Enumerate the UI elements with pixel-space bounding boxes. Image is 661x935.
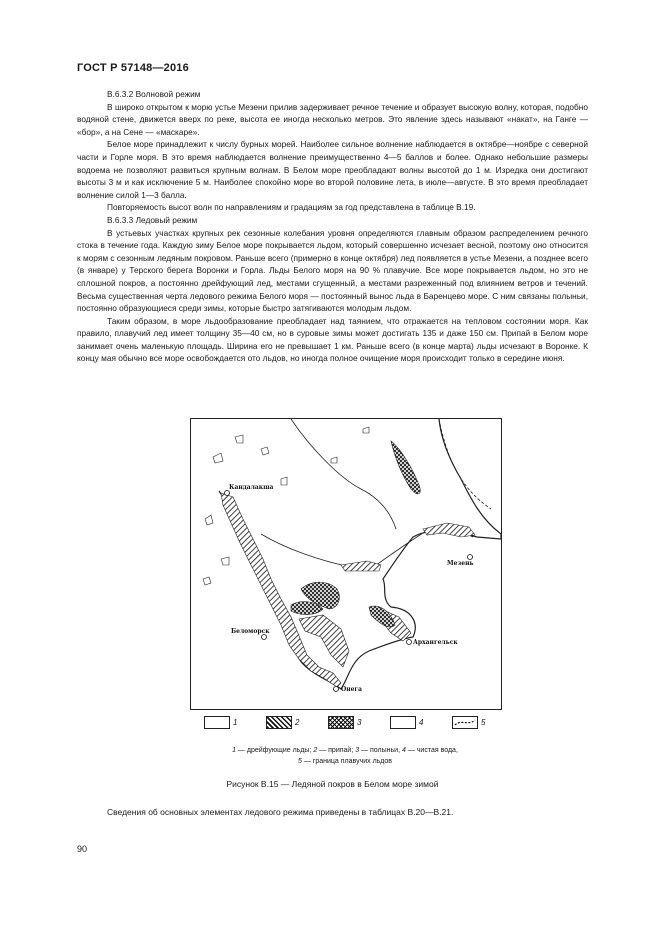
legend-text-number: 4	[401, 747, 406, 754]
legend-number: 2	[295, 718, 300, 728]
label-arkhangelsk: Архангельск	[413, 639, 458, 646]
legend-text-item: — дрейфующие льды;	[235, 747, 314, 754]
legend-explanation	[180, 745, 510, 767]
gorlo-coast	[291, 419, 396, 529]
map-drawing	[191, 419, 501, 709]
fast-ice-terek	[341, 561, 381, 571]
legend-text-number: 2	[313, 747, 318, 754]
drift-ice-boundary	[439, 419, 491, 509]
legend-text-item: — полыньи,	[359, 747, 402, 754]
legend-number: 5	[481, 718, 486, 728]
label-mezen: Мезень	[447, 560, 474, 567]
paragraph-ice-thickness: Таким образом, в море льдообразование преобладает над таянием, что отражается на тепловом состоянии моря. Как правило, плавучий лед имеет толщину 35—40 см, но в суровые зимы может достигать 135 и даже 150 см. Припай в Белом море занимает очень маленькую площадь. Ширина его не превышает 1 км. Раньше всего (в конце марта) льды исчезают в Воронке. К концу мая обычно все море освобождается ото льдов, но иногда полное очищение моря происходит только в середине июня.	[77, 315, 588, 364]
page-number: 90	[77, 844, 88, 854]
legend-swatch-polynya	[328, 716, 354, 729]
summary-paragraph: Сведения об основных элементах ледового режима приведены в таблицах В.20—В.21.	[107, 807, 454, 817]
map-legend	[204, 714, 504, 732]
legend-number: 4	[419, 718, 424, 728]
legend-boundary-line	[453, 717, 477, 728]
legend-number: 1	[233, 718, 238, 728]
legend-text-item: — чистая вода,	[405, 747, 458, 754]
legend-number: 3	[357, 718, 362, 728]
legend-drifting-ice	[204, 714, 237, 732]
legend-polynya	[328, 714, 361, 732]
legend-text-number: 1	[232, 747, 236, 754]
legend-drift-boundary	[452, 714, 485, 732]
label-belomorsk: Беломорск	[231, 628, 270, 635]
legend-swatch-drift-boundary	[452, 716, 478, 729]
onega-marker	[334, 687, 339, 692]
legend-fast-ice	[266, 714, 299, 732]
paragraph-ice-regime: В устьевых участках крупных рек сезонные колебания уровня определяются главным образом распределением речного стока в течение года. Каждую зиму Белое море покрывается льдом, который совершенно исчезает весной, поэтому оно относится к морям с сезонным ледяным покровом. Раньше всего (примерно в конце октября) лед появляется в устье Мезени, а позднее всего (в январе) у Терского берега Воронки и Горла. Льды Белого моря на 90 % плавучие. Все море покрывается льдом, но это не сплошной покров, а постоянно дрейфующий лед, местами сгущенный, а местами разреженный под влиянием ветров и течений. Весьма существенная черта ледового режима Белого моря — постоянный вынос льда в Баренцево море. С ним связаны полыньи, постоянно образующиеся среди зимы, которые быстро затягиваются молодым льдом.	[77, 227, 588, 314]
belomorsk-marker	[262, 635, 267, 640]
label-kandalaksha: Кандалакша	[229, 484, 274, 491]
legend-swatch-drifting-ice	[204, 716, 230, 729]
section-heading-ice: В.6.3.3 Ледовый режим	[107, 214, 198, 225]
figure-caption: Рисунок В.15 — Ледяной покров в Белом море зимой	[226, 779, 439, 789]
paragraph-table-ref: Повторяемость высот волн по направлениям и градациям за год представлена в таблице В.19.	[107, 202, 476, 213]
section-wave-block	[77, 88, 588, 365]
label-onega: Онега	[341, 686, 362, 693]
coastline	[219, 419, 501, 689]
kandalaksha-marker	[225, 491, 230, 496]
arkhangelsk-marker	[407, 640, 412, 645]
legend-clear-water	[390, 714, 423, 732]
polynya-north	[391, 441, 420, 494]
legend-text-number: 3	[355, 747, 360, 754]
legend-swatch-clear-water	[390, 716, 416, 729]
document-header: ГОСТ Р 57148—2016	[77, 62, 189, 74]
polynya-dvina	[369, 606, 395, 627]
section-heading-wave: В.6.3.2 Волновой режим	[107, 89, 201, 99]
fast-ice-mezen	[423, 523, 475, 537]
legend-text-number: 5	[297, 758, 302, 765]
mezen-marker	[468, 555, 473, 560]
legend-text-item: — припай;	[317, 747, 356, 754]
paragraph-storms: Белое море принадлежит к числу бурных морей. Наиболее сильное волнение наблюдается в октябре—ноябре с северной части и Горле моря. В это время наблюдается волнение преимущественно 4—5 баллов и более. Однако небольшие размеры водоема не позволяют развиться крупным волнам. В Белом море преобладают волны высотой до 1 м. Изредка они достигают высоты 3 м и как исключение 5 м. Наиболее спокойно море во второй половине лета, в июле—августе. В это время преобладает волнение силой 1—3 балла.	[77, 139, 588, 200]
legend-swatch-fast-ice	[266, 716, 292, 729]
white-sea-ice-map	[190, 418, 502, 710]
legend-text-item: — граница плавучих льдов	[301, 758, 393, 765]
paragraph-tidal-bore: В широко открытом к морю устье Мезени прилив задерживает речное течение и образует высокую волну, которая, подобно водяной стене, движется вверх по реке, высота ее иногда несколько метров. Это явление здесь называют «накат», на Ганге — «бор», а на Сене — «маскаре».	[77, 101, 588, 137]
